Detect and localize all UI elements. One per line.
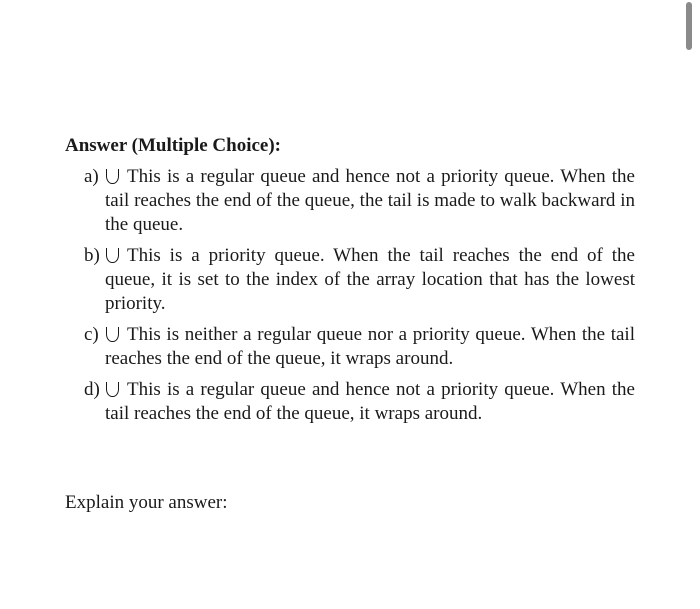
radio-button-b[interactable] <box>106 248 119 263</box>
option-text: This is a regular queue and hence not a priority queue. When the tail reaches the end of the queue, it wraps around. <box>105 379 635 424</box>
radio-button-c[interactable] <box>106 327 119 342</box>
explain-label: Explain your answer: <box>65 492 228 513</box>
option-letter: a) <box>84 166 99 187</box>
option-c[interactable] <box>84 323 635 371</box>
options-list <box>84 165 635 433</box>
option-text: This is a regular queue and hence not a priority queue. When the tail reaches the end of the queue, the tail is made to walk backward in the queue. <box>105 166 635 235</box>
answer-heading: Answer (Multiple Choice): <box>65 135 282 156</box>
option-a[interactable] <box>84 165 635 237</box>
radio-button-a[interactable] <box>106 169 119 184</box>
option-letter: c) <box>84 324 99 345</box>
option-letter: b) <box>84 245 100 266</box>
option-text: This is neither a regular queue nor a priority queue. When the tail reaches the end of the queue, it wraps around. <box>105 324 635 369</box>
option-d[interactable] <box>84 378 635 426</box>
option-letter: d) <box>84 379 100 400</box>
option-text: This is a priority queue. When the tail reaches the end of the queue, it is set to the index of the array location that has the lowest priority. <box>105 245 635 314</box>
scrollbar-thumb[interactable] <box>686 2 692 50</box>
option-b[interactable] <box>84 244 635 316</box>
radio-button-d[interactable] <box>106 382 119 397</box>
